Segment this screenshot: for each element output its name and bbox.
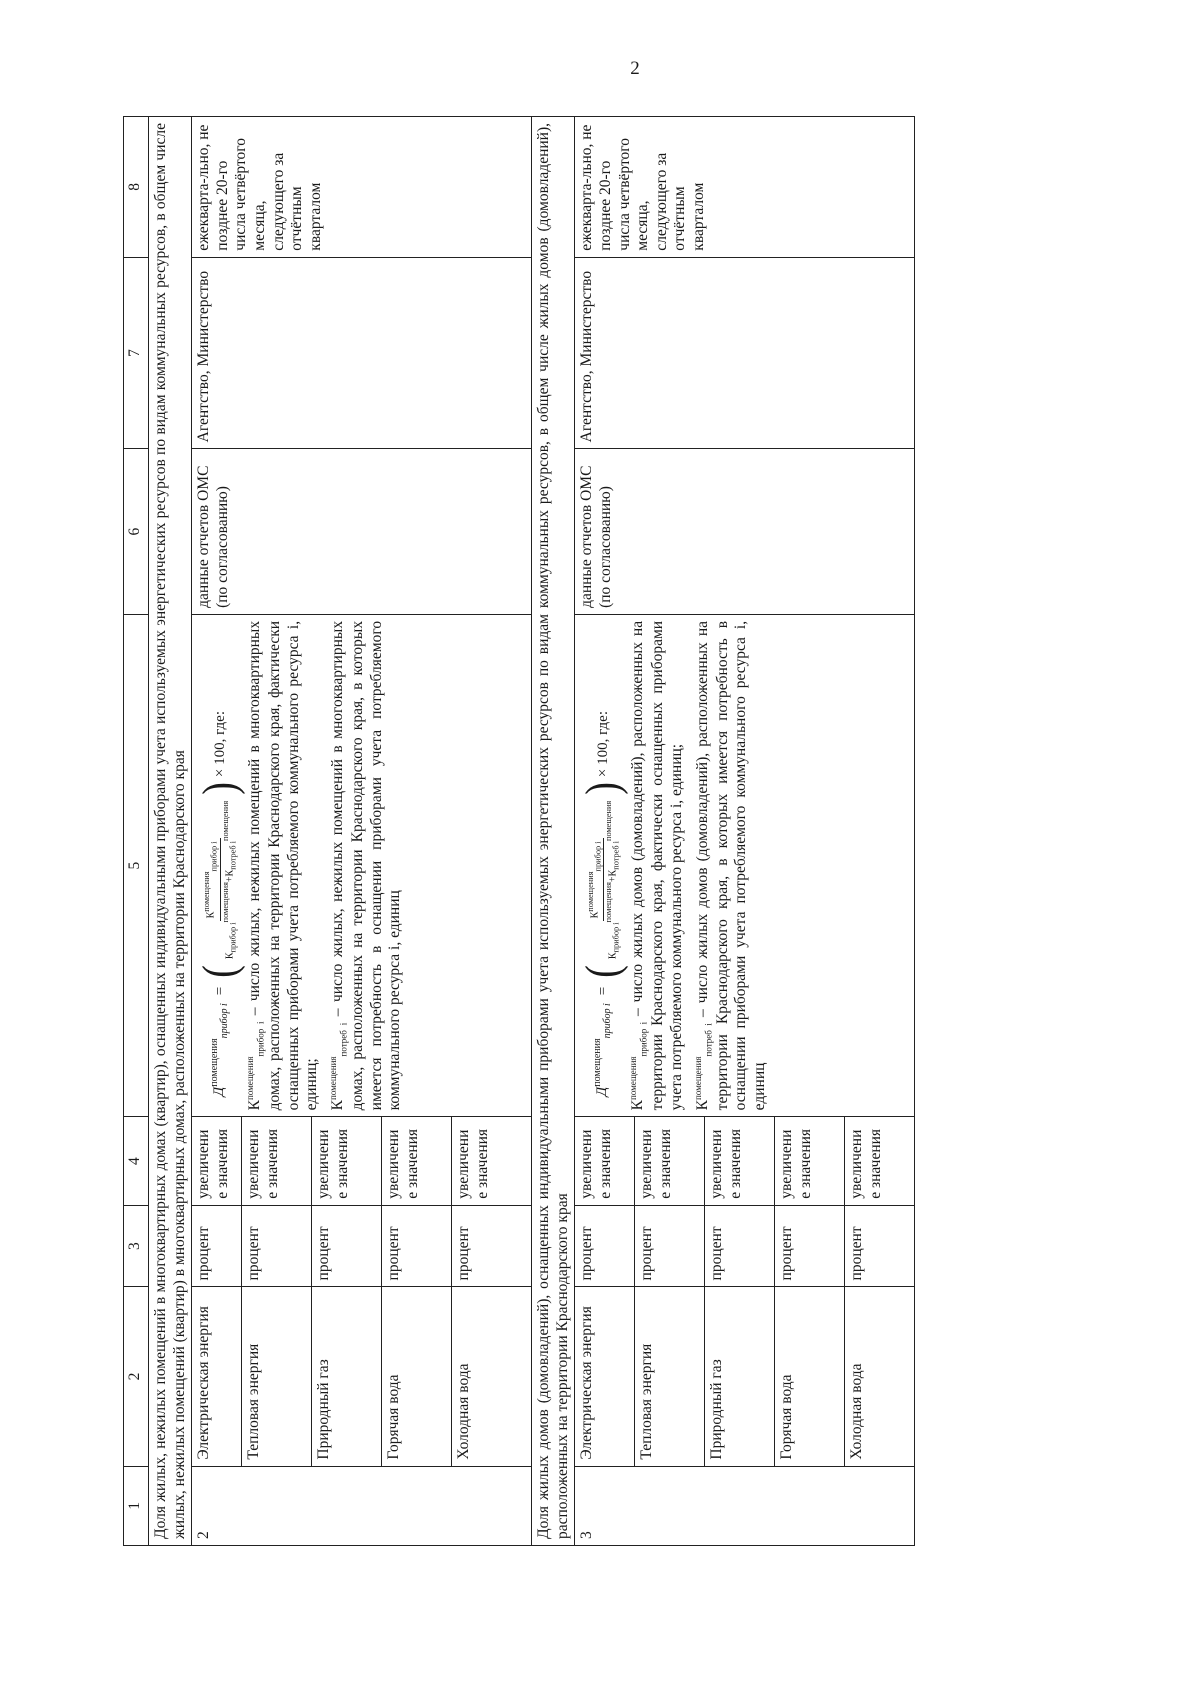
formula-lhs: $Д^{помещения}_{прибор i}$ bbox=[209, 1003, 231, 1097]
page-number: 2 bbox=[630, 58, 640, 79]
unit: процент bbox=[452, 1205, 532, 1287]
trend: увеличение значения bbox=[575, 1117, 635, 1205]
column-number: 3 bbox=[124, 1205, 149, 1287]
unit: процент bbox=[635, 1205, 705, 1287]
column-number: 1 bbox=[124, 1466, 149, 1545]
column-number: 4 bbox=[124, 1117, 149, 1205]
table-row bbox=[575, 117, 635, 1546]
formula-fraction: $К^{помещения}_{прибор i}$ $К_{прибор i}^{помещения}+К_{потреб i}^{помещения}$ bbox=[585, 800, 621, 960]
definition-1: $К^{помещения}_{прибор i}$ – число жилых, нежилых помещений в многоквартирных домах, расположенных на территории Краснодарского края, фактически оснащенных приборами учета потребляемого коммунального ресурса i, единиц; bbox=[245, 620, 321, 1111]
unit: процент bbox=[312, 1205, 382, 1287]
column-number: 8 bbox=[124, 117, 149, 258]
indicator-number: 3 bbox=[575, 1466, 915, 1545]
resource-name: Тепловая энергия bbox=[242, 1287, 312, 1466]
column-number-row bbox=[124, 117, 149, 1546]
section-title: Доля жилых, нежилых помещений в многоквартирных домах (квартир), оснащенных индивидуальными приборами учета используемых энергетических ресурсов по видам коммунальных ресурсов, в общем числе жилых, нежилых помещений (квартир) в многоквартирных домах, расположенных на территории Краснодарского края bbox=[149, 117, 192, 1546]
unit: процент bbox=[242, 1205, 312, 1287]
definition-2: $К^{помещения}_{потреб i}$ – число жилых, нежилых помещений в многоквартирных домах, расположенных на территории Краснодарского края, в которых имеется потребность в оснащении приборами учета потребляемого коммунального ресурса i, единиц bbox=[328, 620, 404, 1111]
data-source: данные отчетов ОМС (по согласованию) bbox=[192, 449, 532, 615]
trend: увеличение значения bbox=[192, 1117, 242, 1205]
formula: $Д^{помещения}_{прибор i}$ = ( $К^{помещения}_{прибор i}$ $К_{прибор i}^{помещения}+К_{потреб i}^{помещения}$ ) × 100, где: bbox=[577, 710, 630, 1097]
resource-name: Электрическая энергия bbox=[192, 1287, 242, 1466]
trend: увеличение значения bbox=[242, 1117, 312, 1205]
data-source: данные отчетов ОМС (по согласованию) bbox=[575, 449, 915, 615]
formula-lhs: $Д^{помещения}_{прибор i}$ bbox=[592, 1003, 614, 1097]
unit: процент bbox=[192, 1205, 242, 1287]
unit: процент bbox=[705, 1205, 775, 1287]
formula-cell bbox=[192, 614, 532, 1116]
resource-name: Электрическая энергия bbox=[575, 1287, 635, 1466]
resource-name: Природный газ bbox=[312, 1287, 382, 1466]
deadline: ежекварта-льно, не позднее 20-го числа четвёртого месяца, следующего за отчётным кварталом bbox=[575, 117, 915, 258]
column-number: 7 bbox=[124, 257, 149, 449]
formula-cell bbox=[575, 614, 915, 1116]
formula-tail: × 100, где: bbox=[212, 710, 229, 778]
rotated-table-wrapper bbox=[123, 116, 1083, 1546]
section-title: Доля жилых домов (домовладений), оснащенных индивидуальными приборами учета используемых энергетических ресурсов по видам коммунальных ресурсов, в общем числе жилых домов (домовладений), расположенных на территории Краснодарского края bbox=[532, 117, 575, 1546]
section-title-row bbox=[532, 117, 575, 1546]
formula-equals: = bbox=[212, 986, 229, 996]
unit: процент bbox=[575, 1205, 635, 1287]
resource-name: Горячая вода bbox=[382, 1287, 452, 1466]
resource-name: Горячая вода bbox=[775, 1287, 845, 1466]
trend: увеличение значения bbox=[705, 1117, 775, 1205]
responsible: Агентство, Министерство bbox=[192, 257, 532, 449]
column-number: 6 bbox=[124, 449, 149, 615]
resource-name: Холодная вода bbox=[845, 1287, 915, 1466]
definition-2: $К^{помещения}_{потреб i}$ – число жилых домов (домовладений), расположенных на территории Краснодарского края, в которых имеется потребность в оснащении приборами учета потребляемого коммунального ресурса i, единиц bbox=[692, 620, 768, 1111]
formula-fraction: $К^{помещения}_{прибор i}$ $К_{прибор i}^{помещения}+К_{потреб i}^{помещения}$ bbox=[202, 800, 238, 960]
trend: увеличение значения bbox=[635, 1117, 705, 1205]
trend: увеличение значения bbox=[452, 1117, 532, 1205]
column-number: 2 bbox=[124, 1287, 149, 1466]
formula: $Д^{помещения}_{прибор i}$ = ( $К^{помещения}_{прибор i}$ $К_{прибор i}^{помещения}+К_{потреб i}^{помещения}$ ) × 100, где: bbox=[193, 710, 247, 1097]
trend: увеличение значения bbox=[775, 1117, 845, 1205]
trend: увеличение значения bbox=[312, 1117, 382, 1205]
responsible: Агентство, Министерство bbox=[575, 257, 915, 449]
unit: процент bbox=[382, 1205, 452, 1287]
deadline: ежекварта-льно, не позднее 20-го числа четвёртого месяца, следующего за отчётным кварталом bbox=[192, 117, 532, 258]
resource-name: Тепловая энергия bbox=[635, 1287, 705, 1466]
indicator-table bbox=[123, 116, 915, 1546]
resource-name: Природный газ bbox=[705, 1287, 775, 1466]
column-number: 5 bbox=[124, 614, 149, 1116]
trend: увеличение значения bbox=[845, 1117, 915, 1205]
unit: процент bbox=[775, 1205, 845, 1287]
section-title-row bbox=[149, 117, 192, 1546]
trend: увеличение значения bbox=[382, 1117, 452, 1205]
table-row bbox=[192, 117, 242, 1546]
definition-1: $К^{помещения}_{прибор i}$ – число жилых домов (домовладений), расположенных на территории Краснодарского края, фактически оснащенных приборами учета потребляемого коммунального ресурса i, единиц; bbox=[628, 620, 686, 1111]
resource-name: Холодная вода bbox=[452, 1287, 532, 1466]
formula-equals: = bbox=[595, 986, 612, 996]
unit: процент bbox=[845, 1205, 915, 1287]
formula-tail: × 100, где: bbox=[595, 710, 612, 778]
indicator-number: 2 bbox=[192, 1466, 532, 1545]
